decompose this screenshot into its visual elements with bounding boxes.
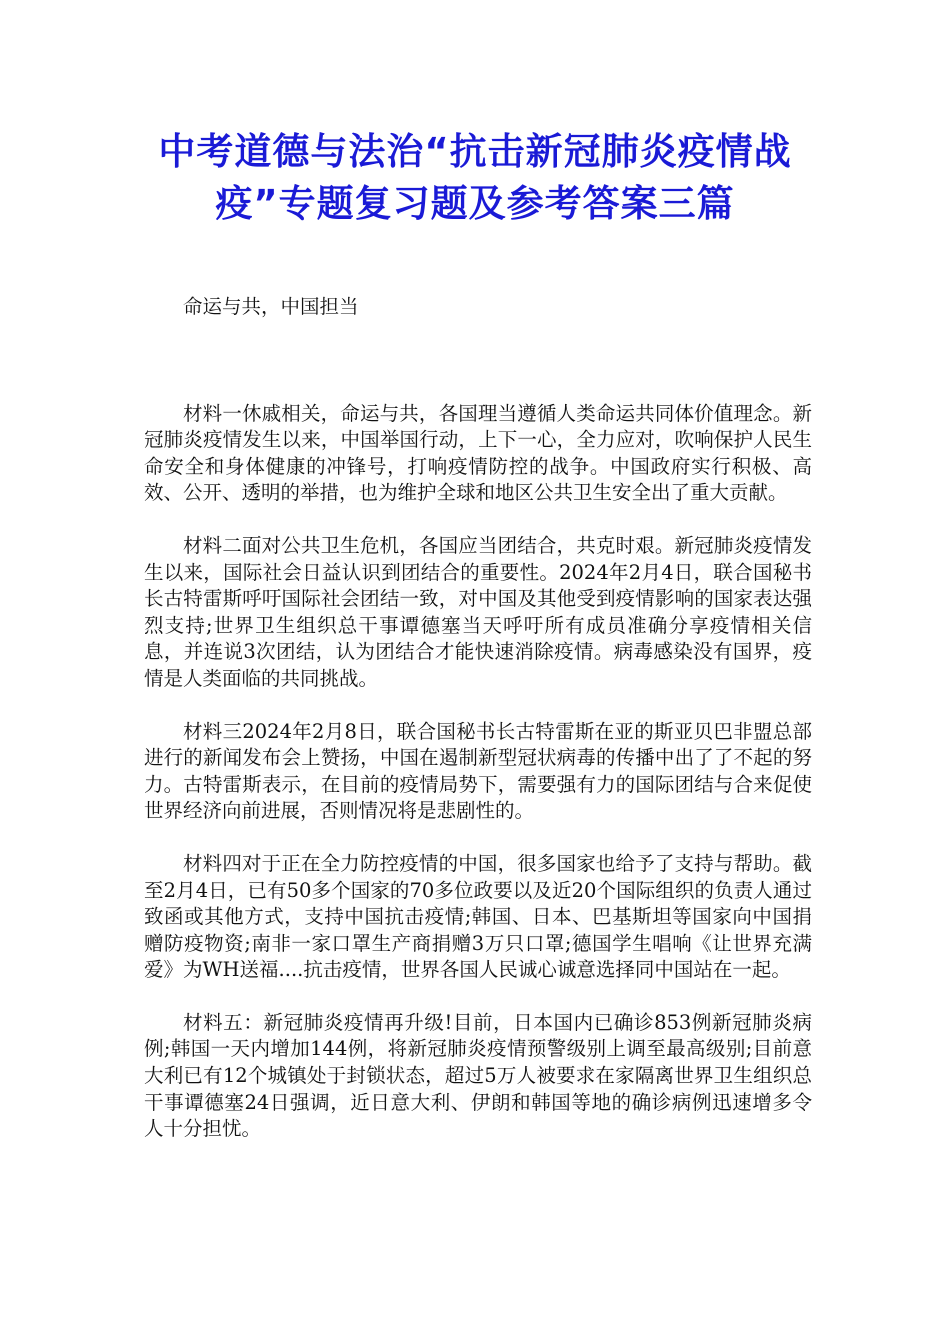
paragraph-material-2: 材料二面对公共卫生危机，各国应当团结合，共克时艰。新冠肺炎疫情发生以来，国际社会日益认识到团结合的重要性。2024年2月4日，联合国秘书长古特雷斯呼吁国际社会团结一致，对中国及其他受到疫情影响的国家表达强烈支持;世界卫生组织总干事谭德塞当天呼吁所有成员准确分享疫情相关信息，并连说3次团结，认为团结合才能快速消除疫情。病毒感染没有国界，疫情是人类面临的共同挑战。	[144, 533, 812, 690]
paragraph-material-1: 材料一休戚相关，命运与共，各国理当遵循人类命运共同体价值理念。新冠肺炎疫情发生以来，中国举国行动，上下一心，全力应对，吹响保护人民生命安全和身体健康的冲锋号，打响疫情防控的战争。中国政府实行积极、高效、公开、透明的举措，也为维护全球和地区公共卫生安全出了重大贡献。	[144, 401, 812, 505]
section-subtitle: 命运与共，中国担当	[183, 295, 359, 318]
paragraph-material-3: 材料三2024年2月8日，联合国秘书长古特雷斯在亚的斯亚贝巴非盟总部进行的新闻发布会上赞扬，中国在遏制新型冠状病毒的传播中出了了不起的努力。古特雷斯表示，在目前的疫情局势下，需要强有力的国际团结与合来促使世界经济向前进展，否则情况将是悲剧性的。	[144, 719, 812, 823]
document-title: 中考道德与法治“抗击新冠肺炎疫情战疫”专题复习题及参考答案三篇	[158, 130, 792, 225]
paragraph-material-4: 材料四对于正在全力防控疫情的中国，很多国家也给予了支持与帮助。截至2月4日，已有50多个国家的70多位政要以及近20个国际组织的负责人通过致函或其他方式，支持中国抗击疫情;韩国、日本、巴基斯坦等国家向中国捐赠防疫物资;南非一家口罩生产商捐赠3万只口罩;德国学生唱响《让世界充满爱》为WH送福....抗击疫情，世界各国人民诚心诚意选择同中国站在一起。	[144, 851, 812, 982]
paragraph-material-5: 材料五：新冠肺炎疫情再升级!目前，日本国内已确诊853例新冠肺炎病例;韩国一天内增加144例，将新冠肺炎疫情预警级别上调至最高级别;目前意大利已有12个城镇处于封锁状态，超过5万人被要求在家隔离世界卫生组织总干事谭德塞24日强调，近日意大利、伊朗和韩国等地的确诊病例迅速增多令人十分担忧。	[144, 1010, 812, 1141]
document-body	[144, 294, 812, 1169]
